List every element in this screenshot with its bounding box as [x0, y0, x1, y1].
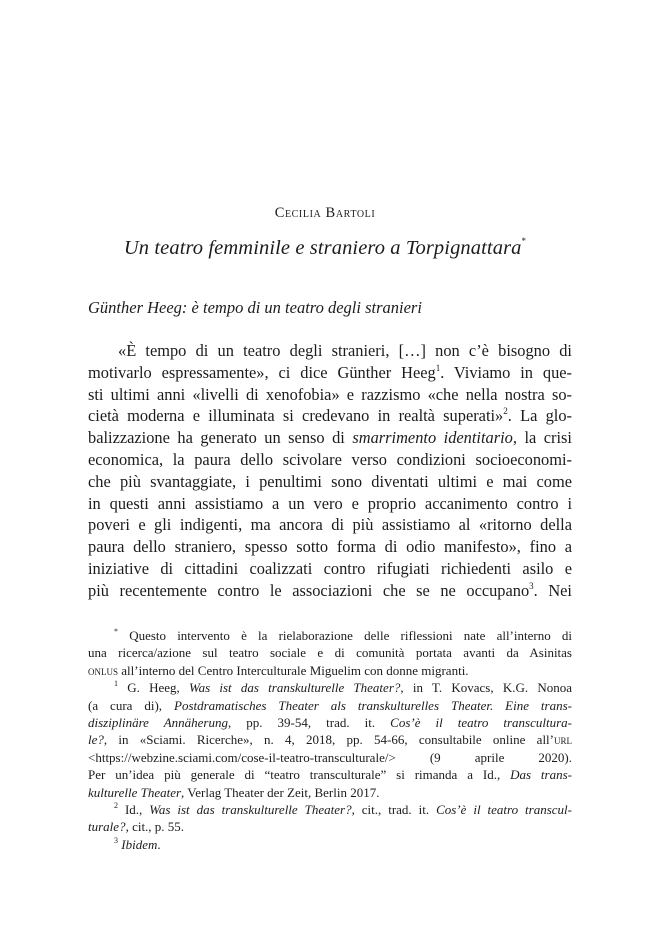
footnote-line — [88, 801, 572, 818]
emphasis-text: Ibidem — [118, 836, 158, 852]
footnote-line — [88, 679, 572, 696]
text-run: . La glo- — [507, 406, 572, 426]
footnote-ref: 2 — [503, 406, 508, 417]
footnote-ref: 1 — [435, 362, 441, 373]
emphasis-text: le? — [88, 732, 104, 748]
emphasis-text: smarrimento identitario — [352, 428, 513, 448]
footnote-line — [88, 714, 572, 731]
text-run: sti ultimi anni «livelli di xenofobia» e razzismo «che nella nostra so- — [88, 384, 572, 404]
footnote-line — [88, 662, 572, 679]
text-run: iniziative di cittadini coalizzati contro rifugiati richiedenti asilo e — [88, 558, 572, 578]
body-line — [88, 405, 572, 427]
text-run: . — [157, 836, 161, 852]
text-run: balizzazione ha generato un senso di — [88, 428, 353, 448]
text-run: , Verlag Theater der Zeit, Berlin 2017. — [181, 784, 380, 800]
footnote-line — [88, 731, 572, 748]
footnote-line — [88, 627, 572, 644]
emphasis-text: Cos’è il teatro transcul- — [436, 801, 572, 817]
small-caps-text: onlus — [88, 662, 119, 678]
text-run: in questi anni assistiamo a un vero e proprio accanimento contro i — [88, 493, 572, 513]
chapter-title-text: Un teatro femminile e straniero a Torpignattara — [123, 237, 522, 259]
text-run: cietà moderna e illuminata si credevano in realtà superati» — [88, 406, 504, 426]
emphasis-text: Was ist das transkulturelle Theater? — [149, 801, 352, 817]
text-run: motivarlo espressamente», ci dice Günther Heeg — [88, 362, 436, 382]
emphasis-text: kulturelle Theater — [88, 784, 182, 800]
text-run: economica, la paura dello scivolare verso condizioni socioeconomi- — [88, 449, 572, 469]
footnote-marker: * — [114, 627, 118, 636]
body-line — [88, 514, 572, 536]
footnotes — [88, 627, 572, 853]
text-run: , in T. Kovacs, K.G. Nonoa — [400, 680, 572, 696]
footnote-line — [88, 818, 572, 835]
body-line — [88, 536, 572, 558]
text-run: che più svantaggiate, i penultimi sono diventati ultimi e mai come — [88, 471, 572, 491]
text-run: poveri e gli indigenti, ma ancora di più assistiamo al «ritorno della — [88, 515, 572, 535]
emphasis-text: Was ist das transkulturelle Theater? — [188, 680, 401, 696]
text-run: all’interno del Centro Interculturale Miguelim con donne migranti. — [118, 662, 469, 678]
text-run: . Viviamo in que- — [440, 362, 573, 382]
body-line — [88, 384, 572, 406]
body-line — [88, 362, 572, 384]
footnote-ref: 3 — [529, 580, 534, 591]
body-paragraph — [88, 340, 572, 602]
footnote-line — [88, 644, 572, 661]
footnote-marker: 2 — [114, 800, 118, 810]
small-caps-text: url — [554, 732, 572, 748]
footnote-line — [88, 836, 572, 853]
chapter-title — [0, 236, 650, 260]
footnote-marker: 1 — [114, 679, 118, 689]
footnote-line — [88, 749, 572, 766]
body-line — [88, 580, 572, 602]
body-line — [88, 427, 572, 449]
emphasis-text: Postdramatisches Theater als transkulturelles Theater. Eine trans- — [174, 697, 572, 713]
url-text: <https://webzine.sciami.com/cose-il-teatro-transculturale/> (9 aprile 2020). — [88, 749, 572, 765]
text-run: (a cura di), — [88, 697, 174, 713]
emphasis-text: Cos’è il teatro transcultura- — [390, 714, 572, 730]
text-run: , pp. 39-54, trad. it. — [227, 714, 391, 730]
body-line — [88, 558, 572, 580]
text-run: paura dello straniero, spesso sotto forma di odio manifesto», fino a — [88, 537, 572, 557]
text-run: , cit., trad. it. — [351, 801, 437, 817]
body-line — [88, 340, 572, 362]
text-run: una ricerca/azione sul teatro sociale e di comunità portata avanti da Asinitas — [88, 645, 572, 661]
footnote-line — [88, 784, 572, 801]
emphasis-text: turale? — [88, 819, 126, 835]
text-run: , la crisi — [512, 428, 572, 448]
footnote-line — [88, 697, 572, 714]
author-name: Cecilia Bartoli — [274, 205, 376, 221]
body-line — [88, 471, 572, 493]
text-run: , in «Sciami. Ricerche», n. 4, 2018, pp. 54-66, consultabile online all’ — [103, 732, 554, 748]
text-run: Per un’idea più generale di “teatro transculturale” si rimanda a Id., — [88, 767, 511, 783]
text-run: Id., — [118, 801, 150, 817]
emphasis-text: Das trans- — [510, 767, 572, 783]
emphasis-text: disziplinäre Annäherung — [88, 714, 228, 730]
title-footnote-marker: * — [521, 236, 527, 246]
text-run: G. Heeg, — [118, 680, 189, 696]
body-line — [88, 449, 572, 471]
text-run: più recentemente contro le associazioni che se ne occupano — [88, 580, 530, 600]
text-run: Questo intervento è la rielaborazione delle riflessioni nate all’interno di — [129, 628, 573, 643]
text-run: «È tempo di un teatro degli stranieri, […] non c’è bisogno di — [118, 341, 572, 360]
text-run: . Nei — [533, 580, 572, 600]
footnote-line — [88, 766, 572, 783]
section-heading: Günther Heeg: è tempo di un teatro degli stranieri — [88, 298, 422, 317]
footnote-marker: 3 — [114, 835, 118, 845]
body-line — [88, 493, 572, 515]
text-run: , cit., p. 55. — [125, 819, 185, 835]
